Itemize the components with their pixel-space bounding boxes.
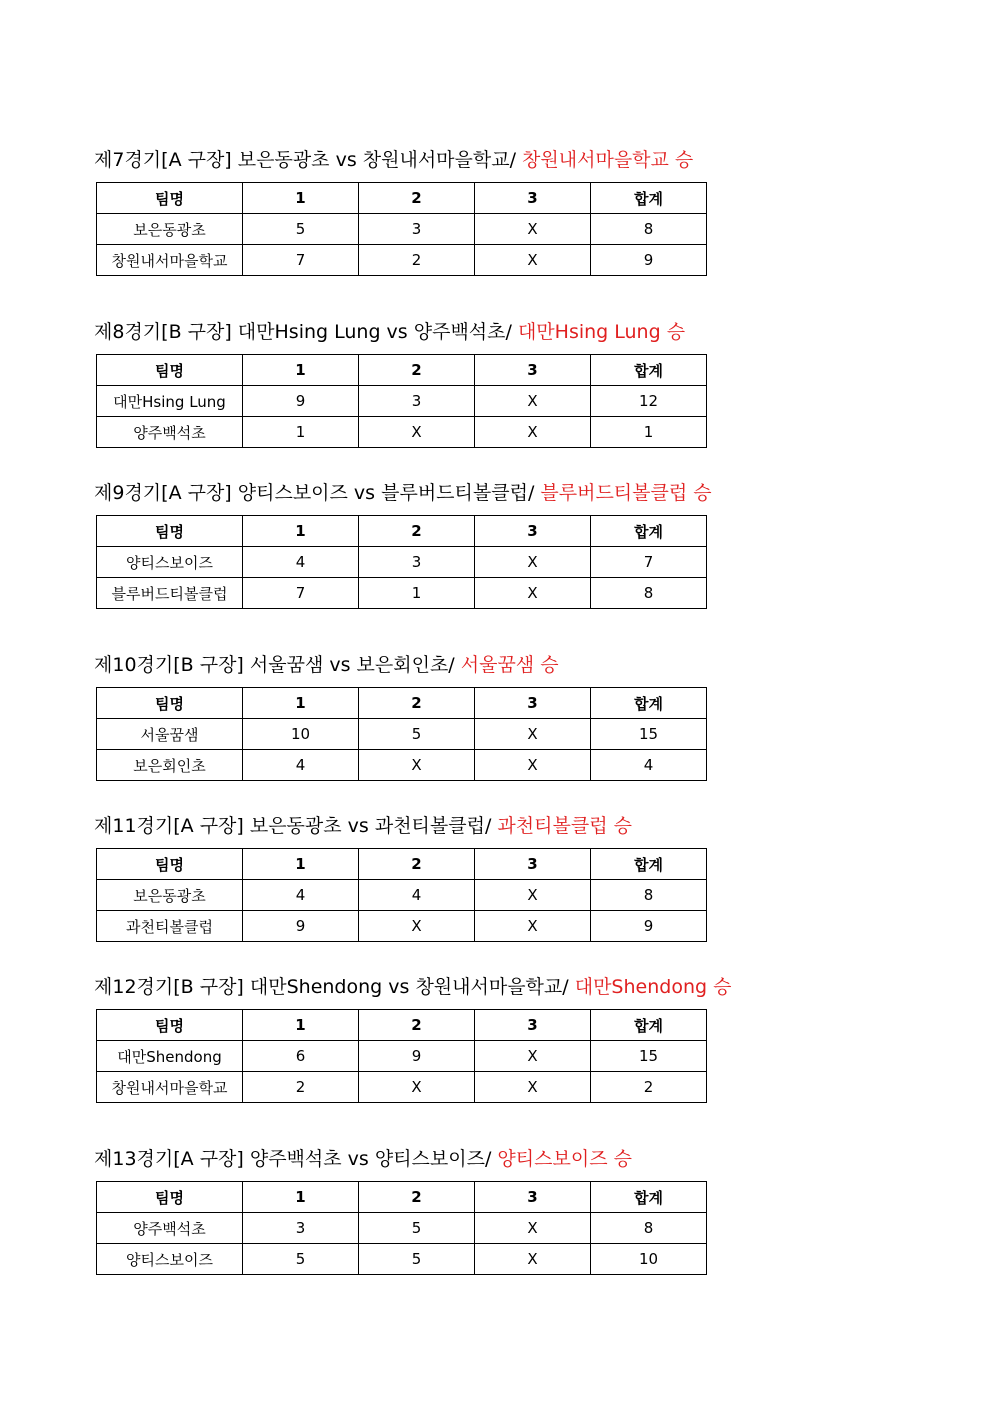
team-name: 대만Hsing Lung xyxy=(97,386,243,417)
inning-3-score: X xyxy=(475,880,591,911)
total-score: 7 xyxy=(591,547,707,578)
header-inning-1: 1 xyxy=(243,1182,359,1213)
game-matchup: 제11경기[A 구장] 보은동광초 vs 과천티볼클럽/ xyxy=(94,815,492,837)
inning-1-score: 9 xyxy=(243,911,359,942)
total-score: 8 xyxy=(591,1213,707,1244)
score-table xyxy=(96,182,707,276)
inning-2-score: 9 xyxy=(359,1041,475,1072)
inning-2-score: 1 xyxy=(359,578,475,609)
game-10 xyxy=(94,653,707,781)
game-winner: 대만Hsing Lung 승 xyxy=(517,321,686,343)
table-row xyxy=(97,547,707,578)
table-row xyxy=(97,750,707,781)
total-score: 8 xyxy=(591,578,707,609)
score-table xyxy=(96,687,707,781)
inning-1-score: 9 xyxy=(243,386,359,417)
header-team: 팀명 xyxy=(97,516,243,547)
table-row xyxy=(97,578,707,609)
inning-1-score: 4 xyxy=(243,750,359,781)
header-inning-2: 2 xyxy=(359,1010,475,1041)
header-inning-3: 3 xyxy=(475,183,591,214)
team-name: 블루버드티볼클럽 xyxy=(97,578,243,609)
team-name: 대만Shendong xyxy=(97,1041,243,1072)
header-total: 합계 xyxy=(591,849,707,880)
team-name: 창원내서마을학교 xyxy=(97,245,243,276)
header-team: 팀명 xyxy=(97,1182,243,1213)
header-inning-2: 2 xyxy=(359,1182,475,1213)
table-row xyxy=(97,1041,707,1072)
game-title xyxy=(94,148,707,172)
inning-3-score: X xyxy=(475,1213,591,1244)
header-inning-3: 3 xyxy=(475,849,591,880)
inning-1-score: 5 xyxy=(243,214,359,245)
inning-3-score: X xyxy=(475,1041,591,1072)
team-name: 양주백석초 xyxy=(97,417,243,448)
game-winner: 블루버드티볼클럽 승 xyxy=(540,482,712,504)
inning-2-score: 2 xyxy=(359,245,475,276)
table-row xyxy=(97,386,707,417)
inning-2-score: X xyxy=(359,750,475,781)
team-name: 보은동광초 xyxy=(97,214,243,245)
total-score: 1 xyxy=(591,417,707,448)
header-team: 팀명 xyxy=(97,688,243,719)
header-row xyxy=(97,355,707,386)
game-title xyxy=(94,975,731,999)
inning-3-score: X xyxy=(475,417,591,448)
total-score: 8 xyxy=(591,880,707,911)
total-score: 10 xyxy=(591,1244,707,1275)
header-team: 팀명 xyxy=(97,355,243,386)
score-table xyxy=(96,848,707,942)
team-name: 서울꿈샘 xyxy=(97,719,243,750)
inning-2-score: X xyxy=(359,1072,475,1103)
total-score: 2 xyxy=(591,1072,707,1103)
team-name: 보은회인초 xyxy=(97,750,243,781)
header-row xyxy=(97,1182,707,1213)
inning-3-score: X xyxy=(475,547,591,578)
header-row xyxy=(97,516,707,547)
table-row xyxy=(97,1244,707,1275)
inning-2-score: 5 xyxy=(359,1244,475,1275)
header-total: 합계 xyxy=(591,1010,707,1041)
team-name: 양티스보이즈 xyxy=(97,1244,243,1275)
game-matchup: 제10경기[B 구장] 서울꿈샘 vs 보은회인초/ xyxy=(94,654,455,676)
table-row xyxy=(97,214,707,245)
inning-3-score: X xyxy=(475,750,591,781)
game-9 xyxy=(94,481,712,609)
team-name: 양주백석초 xyxy=(97,1213,243,1244)
game-12 xyxy=(94,975,731,1103)
inning-2-score: 5 xyxy=(359,719,475,750)
team-name: 양티스보이즈 xyxy=(97,547,243,578)
header-total: 합계 xyxy=(591,688,707,719)
inning-2-score: 3 xyxy=(359,386,475,417)
game-winner: 대만Shendong 승 xyxy=(574,976,732,998)
game-winner: 과천티볼클럽 승 xyxy=(497,815,632,837)
game-title xyxy=(94,1147,707,1171)
game-7 xyxy=(94,148,707,276)
score-table xyxy=(96,1009,707,1103)
inning-2-score: 4 xyxy=(359,880,475,911)
total-score: 4 xyxy=(591,750,707,781)
score-table xyxy=(96,354,707,448)
header-inning-3: 3 xyxy=(475,688,591,719)
inning-3-score: X xyxy=(475,719,591,750)
inning-3-score: X xyxy=(475,245,591,276)
game-title xyxy=(94,320,707,344)
header-inning-3: 3 xyxy=(475,355,591,386)
header-row xyxy=(97,849,707,880)
inning-3-score: X xyxy=(475,911,591,942)
header-inning-1: 1 xyxy=(243,1010,359,1041)
table-row xyxy=(97,1213,707,1244)
game-8 xyxy=(94,320,707,448)
team-name: 과천티볼클럽 xyxy=(97,911,243,942)
inning-1-score: 1 xyxy=(243,417,359,448)
inning-1-score: 6 xyxy=(243,1041,359,1072)
game-title xyxy=(94,814,707,838)
score-table xyxy=(96,1181,707,1275)
inning-3-score: X xyxy=(475,386,591,417)
team-name: 창원내서마을학교 xyxy=(97,1072,243,1103)
team-name: 보은동광초 xyxy=(97,880,243,911)
total-score: 15 xyxy=(591,719,707,750)
table-row xyxy=(97,1072,707,1103)
game-winner: 양티스보이즈 승 xyxy=(497,1148,632,1170)
header-total: 합계 xyxy=(591,355,707,386)
total-score: 9 xyxy=(591,245,707,276)
header-total: 합계 xyxy=(591,1182,707,1213)
header-team: 팀명 xyxy=(97,183,243,214)
game-matchup: 제8경기[B 구장] 대만Hsing Lung vs 양주백석초/ xyxy=(94,321,512,343)
inning-1-score: 7 xyxy=(243,578,359,609)
header-total: 합계 xyxy=(591,183,707,214)
header-inning-3: 3 xyxy=(475,516,591,547)
game-winner: 서울꿈샘 승 xyxy=(460,654,559,676)
inning-1-score: 4 xyxy=(243,880,359,911)
total-score: 9 xyxy=(591,911,707,942)
score-table xyxy=(96,515,707,609)
game-matchup: 제7경기[A 구장] 보은동광초 vs 창원내서마을학교/ xyxy=(94,149,516,171)
total-score: 8 xyxy=(591,214,707,245)
inning-2-score: 3 xyxy=(359,214,475,245)
game-title xyxy=(94,653,707,677)
inning-1-score: 5 xyxy=(243,1244,359,1275)
header-inning-1: 1 xyxy=(243,688,359,719)
inning-1-score: 4 xyxy=(243,547,359,578)
game-winner: 창원내서마을학교 승 xyxy=(522,149,694,171)
total-score: 12 xyxy=(591,386,707,417)
header-inning-1: 1 xyxy=(243,183,359,214)
table-row xyxy=(97,417,707,448)
table-row xyxy=(97,880,707,911)
header-inning-1: 1 xyxy=(243,516,359,547)
inning-2-score: X xyxy=(359,911,475,942)
header-inning-2: 2 xyxy=(359,849,475,880)
game-matchup: 제13경기[A 구장] 양주백석초 vs 양티스보이즈/ xyxy=(94,1148,492,1170)
header-inning-1: 1 xyxy=(243,355,359,386)
header-inning-2: 2 xyxy=(359,183,475,214)
game-matchup: 제12경기[B 구장] 대만Shendong vs 창원내서마을학교/ xyxy=(94,976,569,998)
header-inning-2: 2 xyxy=(359,516,475,547)
table-row xyxy=(97,719,707,750)
inning-1-score: 7 xyxy=(243,245,359,276)
header-inning-3: 3 xyxy=(475,1010,591,1041)
table-row xyxy=(97,245,707,276)
header-total: 합계 xyxy=(591,516,707,547)
header-inning-2: 2 xyxy=(359,355,475,386)
inning-2-score: 5 xyxy=(359,1213,475,1244)
header-row xyxy=(97,688,707,719)
inning-3-score: X xyxy=(475,578,591,609)
game-11 xyxy=(94,814,707,942)
inning-1-score: 3 xyxy=(243,1213,359,1244)
inning-3-score: X xyxy=(475,1244,591,1275)
header-inning-3: 3 xyxy=(475,1182,591,1213)
game-title xyxy=(94,481,712,505)
inning-2-score: X xyxy=(359,417,475,448)
header-team: 팀명 xyxy=(97,1010,243,1041)
inning-1-score: 2 xyxy=(243,1072,359,1103)
inning-3-score: X xyxy=(475,214,591,245)
game-matchup: 제9경기[A 구장] 양티스보이즈 vs 블루버드티볼클럽/ xyxy=(94,482,535,504)
header-row xyxy=(97,1010,707,1041)
inning-3-score: X xyxy=(475,1072,591,1103)
header-inning-1: 1 xyxy=(243,849,359,880)
inning-2-score: 3 xyxy=(359,547,475,578)
header-team: 팀명 xyxy=(97,849,243,880)
total-score: 15 xyxy=(591,1041,707,1072)
inning-1-score: 10 xyxy=(243,719,359,750)
table-row xyxy=(97,911,707,942)
game-13 xyxy=(94,1147,707,1275)
header-inning-2: 2 xyxy=(359,688,475,719)
header-row xyxy=(97,183,707,214)
